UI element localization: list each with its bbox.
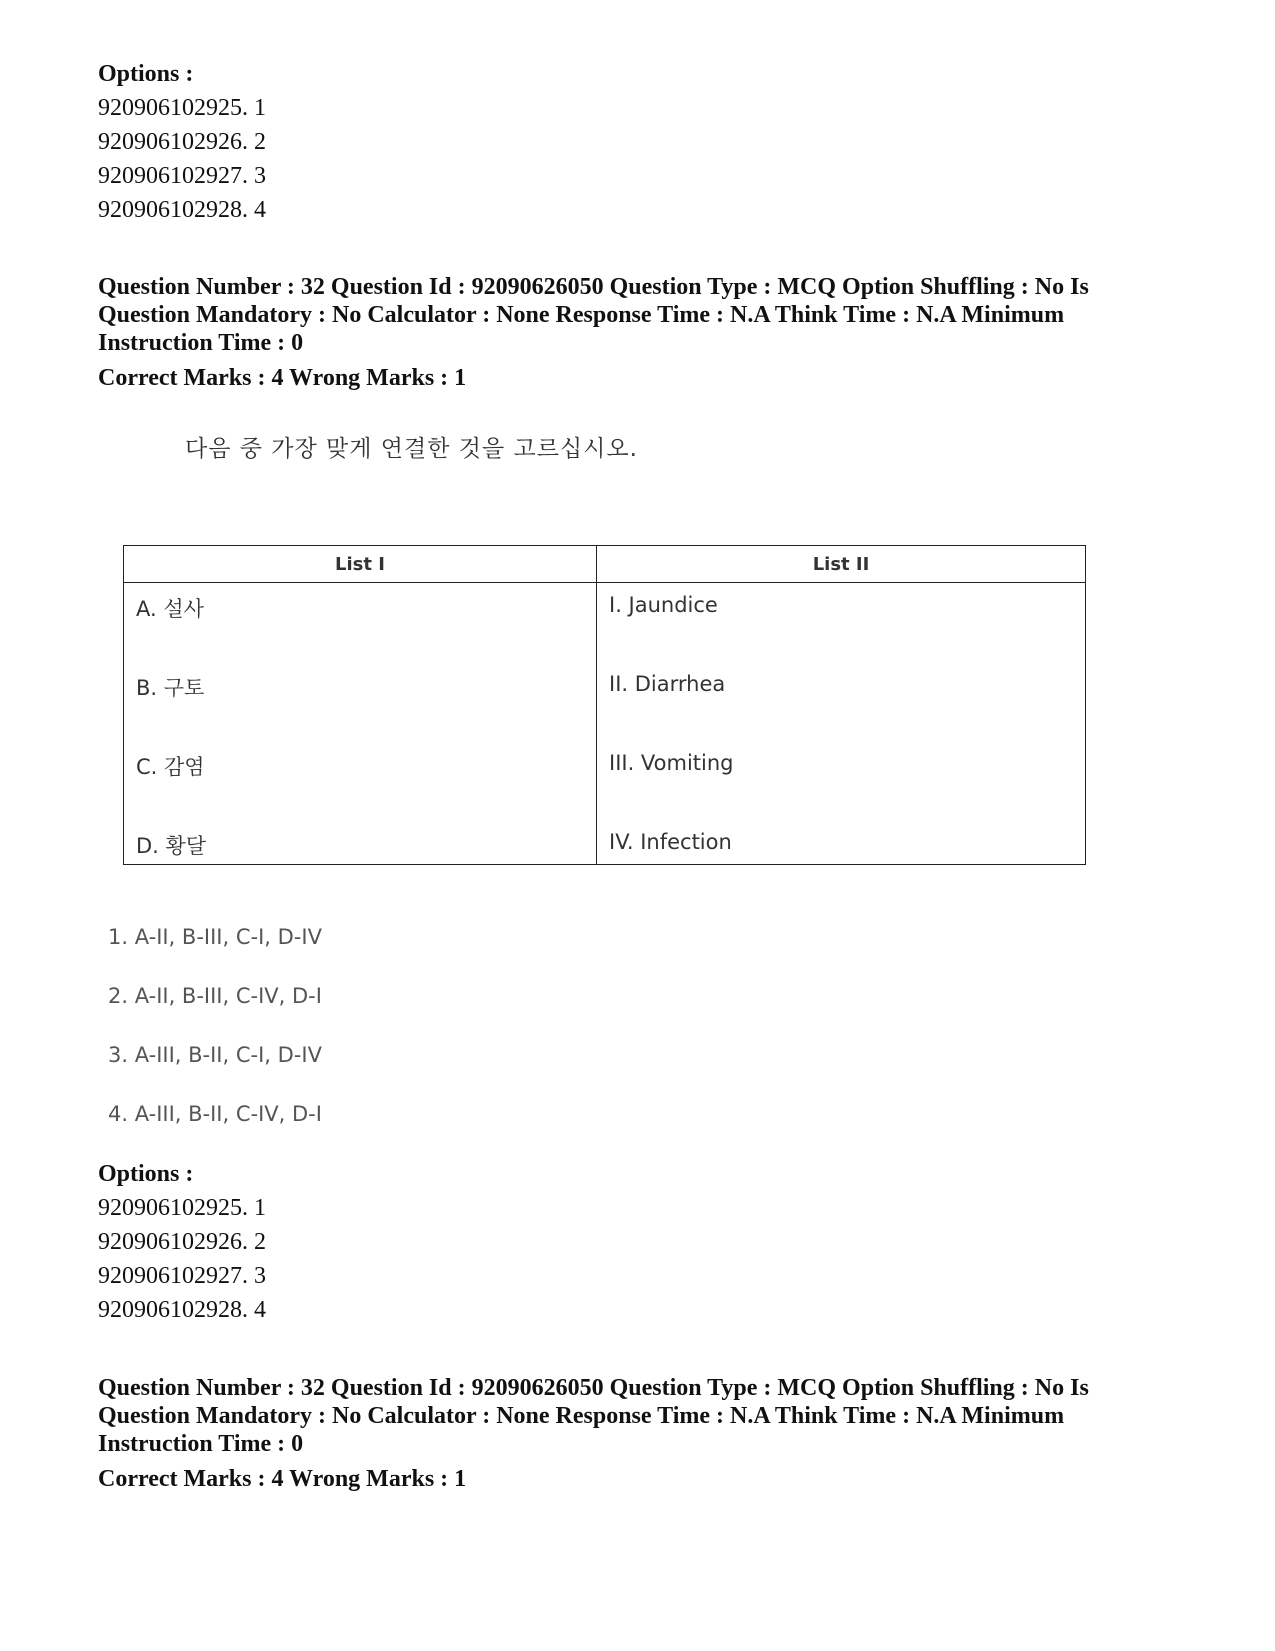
top-options [98, 58, 266, 227]
option-line: 920906102925. 1 [98, 95, 266, 121]
list1-item: B. 구토 [136, 676, 205, 700]
choice-item: 2. A-II, B-III, C-IV, D-I [108, 984, 322, 1008]
answer-choices [108, 925, 322, 1161]
list1-item: D. 황달 [136, 834, 207, 858]
list2-item: I. Jaundice [609, 593, 718, 617]
choice-item: 1. A-II, B-III, C-I, D-IV [108, 925, 322, 949]
option-line: 920906102925. 1 [98, 1195, 266, 1221]
list1-item: A. 설사 [136, 597, 204, 621]
list2-header: List II [597, 546, 1086, 583]
option-line: 920906102927. 3 [98, 163, 266, 189]
question-header [98, 1374, 1158, 1494]
question-header [98, 273, 1158, 393]
question-meta: Question Number : 32 Question Id : 92090626050 Question Type : MCQ Option Shuffling : No Is Question Mandatory : No Calculator : None Response Time : N.A Think Time : N.A Minimum Instruction Time : 0 [98, 1375, 1089, 1457]
bottom-options [98, 1158, 266, 1327]
list1-header: List I [124, 546, 597, 583]
matching-table [123, 545, 1086, 865]
options-title: Options : [98, 1161, 194, 1187]
choice-item: 4. A-III, B-II, C-IV, D-I [108, 1102, 322, 1126]
options-title: Options : [98, 61, 194, 87]
option-line: 920906102926. 2 [98, 1229, 266, 1255]
list2-item: IV. Infection [609, 830, 732, 854]
option-line: 920906102928. 4 [98, 1297, 266, 1323]
list1-item: C. 감염 [136, 755, 205, 779]
question-marks: Correct Marks : 4 Wrong Marks : 1 [98, 365, 467, 391]
question-marks: Correct Marks : 4 Wrong Marks : 1 [98, 1466, 467, 1492]
option-line: 920906102927. 3 [98, 1263, 266, 1289]
choice-item: 3. A-III, B-II, C-I, D-IV [108, 1043, 322, 1067]
question-meta: Question Number : 32 Question Id : 92090626050 Question Type : MCQ Option Shuffling : No Is Question Mandatory : No Calculator : None Response Time : N.A Think Time : N.A Minimum Instruction Time : 0 [98, 274, 1089, 356]
question-prompt: 다음 중 가장 맞게 연결한 것을 고르십시오. [185, 436, 638, 462]
option-line: 920906102928. 4 [98, 197, 266, 223]
list2-cell [597, 583, 1086, 865]
list2-item: III. Vomiting [609, 751, 734, 775]
list1-cell [124, 583, 597, 865]
option-line: 920906102926. 2 [98, 129, 266, 155]
list2-item: II. Diarrhea [609, 672, 726, 696]
